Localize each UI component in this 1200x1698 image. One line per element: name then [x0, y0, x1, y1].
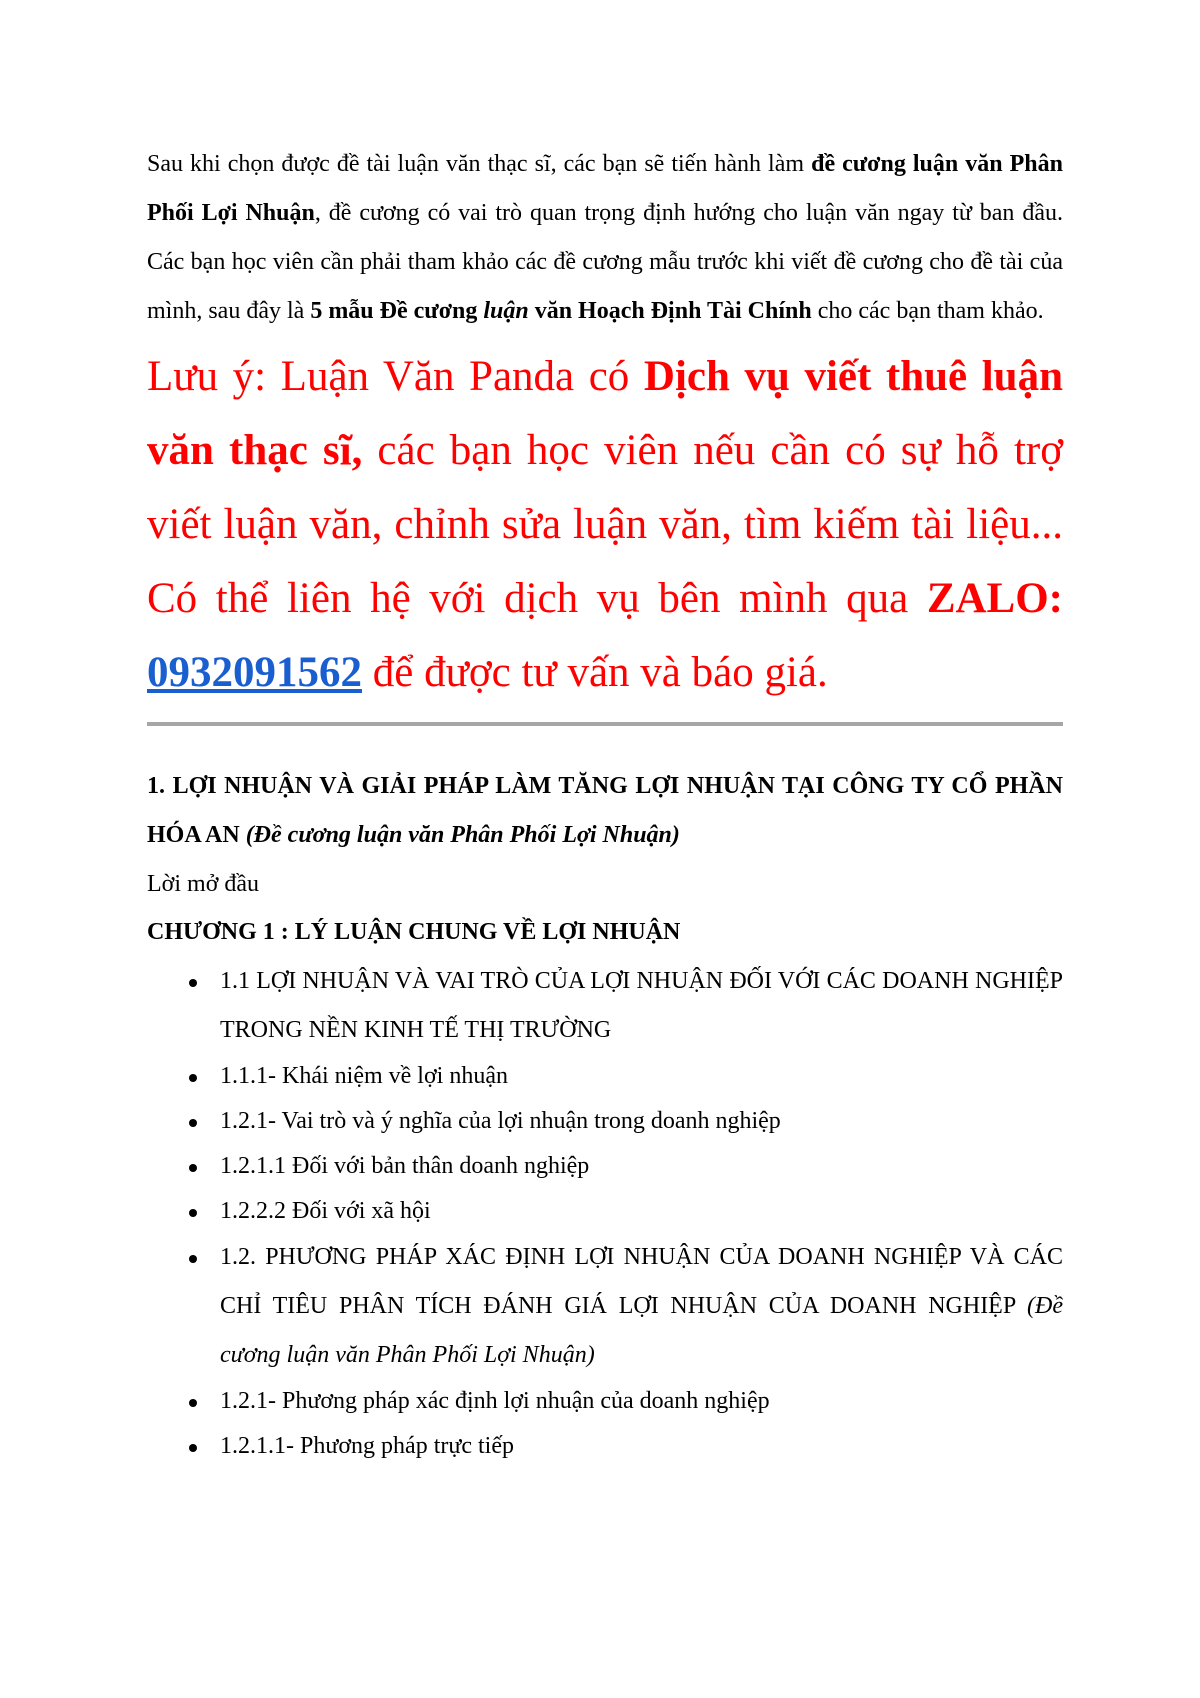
section-heading-italic: (Đề cương luận văn Phân Phối Lợi Nhuận): [245, 822, 680, 848]
intro-bold-2: 5 mẫu Đề cương: [310, 298, 484, 324]
intro-paragraph: [147, 140, 1063, 336]
document-page: [147, 140, 1063, 1471]
notice-text-3: để được tư vấn và báo giá.: [362, 649, 828, 696]
bullet-icon: [189, 1074, 197, 1082]
notice-paragraph: [147, 340, 1063, 710]
intro-bold-3: văn Hoạch Định Tài Chính: [528, 298, 812, 324]
horizontal-divider: [147, 722, 1063, 726]
bullet-icon: [189, 1209, 197, 1217]
intro-bold-1: đề cương luận văn Phân Phối Lợi Nhuận: [147, 151, 1063, 226]
chapter-title: CHƯƠNG 1 : LÝ LUẬN CHUNG VỀ LỢI NHUẬN: [147, 919, 681, 945]
notice-service-link-text: Dịch vụ viết thuê luận văn thạc sĩ,: [147, 353, 1063, 474]
bullet-icon: [189, 1119, 197, 1127]
notice-text-2: các bạn học viên nếu cần có sự hỗ trợ viết luận văn, chỉnh sửa luận văn, tìm kiếm tài liệu... Có thể liên hệ với dịch vụ bên mình qua: [147, 427, 1063, 622]
section-heading: [147, 762, 1063, 860]
bullet-icon: [189, 1164, 197, 1172]
outline-list: [147, 957, 1063, 1471]
section-heading-text: 1. LỢI NHUẬN VÀ GIẢI PHÁP LÀM TĂNG LỢI NHUẬN TẠI CÔNG TY CỔ PHẦN HÓA AN: [147, 773, 1063, 848]
bullet-icon: [189, 1444, 197, 1452]
opening-label: Lời mở đầu: [147, 871, 260, 897]
list-item: 1.2.2.2 Đối với xã hội: [147, 1187, 1063, 1236]
zalo-label: ZALO:: [926, 575, 1063, 622]
intro-text-1: Sau khi chọn được đề tài luận văn thạc sĩ, các bạn sẽ tiến hành làm: [147, 151, 812, 177]
bullet-icon: [189, 979, 197, 987]
list-item: 1.2.1.1- Phương pháp trực tiếp: [147, 1422, 1063, 1471]
list-item: 1.1.1- Khái niệm về lợi nhuận: [147, 1052, 1063, 1101]
notice-text-1: Lưu ý: Luận Văn Panda có: [147, 353, 644, 400]
phone-link[interactable]: 0932091562: [147, 649, 362, 696]
intro-bold-italic: luận: [483, 298, 529, 324]
list-item: 1.2.1- Vai trò và ý nghĩa của lợi nhuận trong doanh nghiệp: [147, 1097, 1063, 1146]
bullet-icon: [189, 1255, 197, 1263]
list-item: 1.2.1- Phương pháp xác định lợi nhuận của doanh nghiệp: [147, 1377, 1063, 1426]
list-item: 1.2. PHƯƠNG PHÁP XÁC ĐỊNH LỢI NHUẬN CỦA DOANH NGHIỆP VÀ CÁC CHỈ TIÊU PHÂN TÍCH ĐÁNH GIÁ LỢI NHUẬN CỦA DOANH NGHIỆP (Đề cương luận văn Phân Phối Lợi Nhuận): [147, 1233, 1063, 1380]
intro-text-3: cho các bạn tham khảo.: [811, 298, 1044, 324]
intro-text-2: , đề cương có vai trò quan trọng định hướng cho luận văn ngay từ ban đầu. Các bạn học viên cần phải tham khảo các đề cương mẫu trước khi viết đề cương cho đề tài của mình, sau đây là: [147, 200, 1064, 324]
list-item: 1.1 LỢI NHUẬN VÀ VAI TRÒ CỦA LỢI NHUẬN ĐỐI VỚI CÁC DOANH NGHIỆP TRONG NỀN KINH TẾ THỊ TRƯỜNG: [147, 957, 1063, 1055]
list-item: 1.2.1.1 Đối với bản thân doanh nghiệp: [147, 1142, 1063, 1191]
list-item-italic: (Đề cương luận văn Phân Phối Lợi Nhuận): [220, 1293, 1063, 1368]
bullet-icon: [189, 1399, 197, 1407]
